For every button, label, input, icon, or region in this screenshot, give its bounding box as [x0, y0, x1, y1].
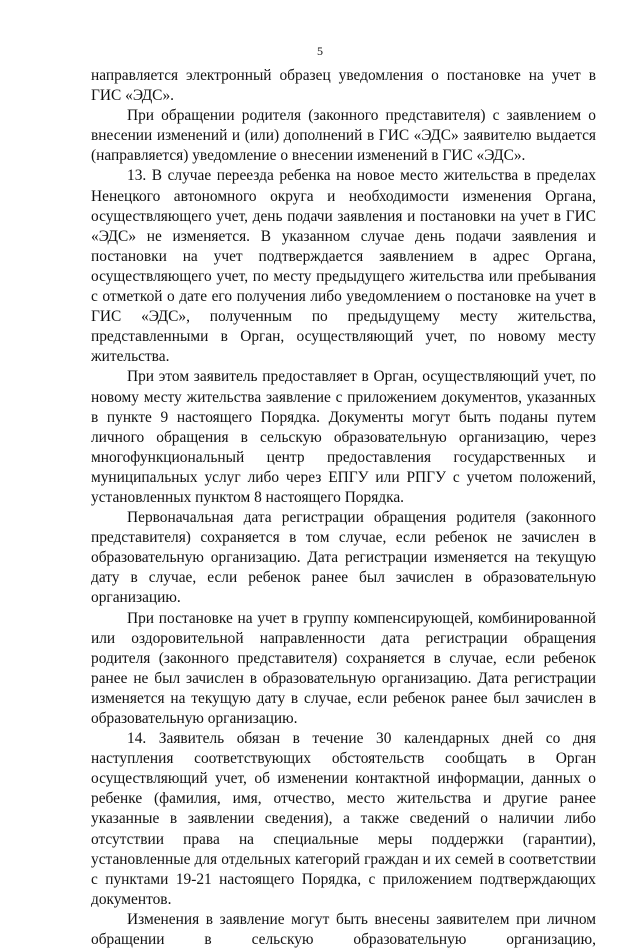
paragraph-continuation: направляется электронный образец уведомления о постановке на учет в ГИС «ЭДС».	[91, 67, 596, 105]
paragraph-compensating-group: При постановке на учет в группу компенсирующей, комбинированной или оздоровительной направленности дата регистрации обращения родителя (законного представителя) сохраняется в случае, если ребенок ранее не был зачислен в образовательную организацию. Дата регистрации изменяется на текущую дату в случае, если ребенок ранее был зачислен в образовательную организацию.	[91, 609, 596, 727]
paragraph-item-14: 14. Заявитель обязан в течение 30 календарных дней со дня наступления соответствующих обстоятельств сообщать в Орган осуществляющий учет, об изменении контактной информации, данных о ребенке (фамилия, имя, отчество, место жительства и другие ранее указанные в заявлении сведения), а также сведений о наличии либо отсутствии права на специальные меры поддержки (гарантии), установленные для отдельных категорий граждан и их семей в соответствии с пунктами 19-21 настоящего Порядка, с приложением подтверждающих документов.	[91, 730, 596, 908]
page-number: 5	[317, 44, 323, 58]
paragraph-item-13: 13. В случае переезда ребенка на новое место жительства в пределах Ненецкого автономного округа и необходимости изменения Органа, осуществляющего учет, день подачи заявления и постановки на учет в ГИС «ЭДС» не изменяется. В указанном случае день подачи заявления и постановки на учет подтверждается заявлением в адрес Органа, осуществляющего учет, по месту предыдущего жительства или пребывания с отметкой о дате его получения либо уведомлением о постановке на учет в ГИС «ЭДС», полученным по предыдущему месту жительства, представленными в Орган, осуществляющий учет, по новому месту жительства.	[91, 167, 596, 366]
paragraph-application-changes: Изменения в заявление могут быть внесены заявителем при личном обращении в сельскую образовательную организацию,	[91, 910, 596, 949]
document-body	[91, 66, 596, 950]
paragraph-changes-notice: При обращении родителя (законного представителя) с заявлением о внесении изменений и (или) дополнений в ГИС «ЭДС» заявителю выдается (направляется) уведомление о внесении изменений в ГИС «ЭДС».	[91, 107, 596, 165]
paragraph-new-residence-documents: При этом заявитель предоставляет в Орган, осуществляющий учет, по новому месту жительства заявление с приложением документов, указанных в пункте 9 настоящего Порядка. Документы могут быть поданы путем личного обращения в сельскую образовательную организацию, через многофункциональный центр предоставления государственных и муниципальных услуг либо через ЕПГУ или РПГУ с учетом положений, установленных пунктом 8 настоящего Порядка.	[91, 368, 596, 506]
paragraph-registration-date: Первоначальная дата регистрации обращения родителя (законного представителя) сохраняется в том случае, если ребенок не зачислен в образовательную организацию. Дата регистрации изменяется на текущую дату в случае, если ребенок ранее был зачислен в образовательную организацию.	[91, 509, 596, 607]
